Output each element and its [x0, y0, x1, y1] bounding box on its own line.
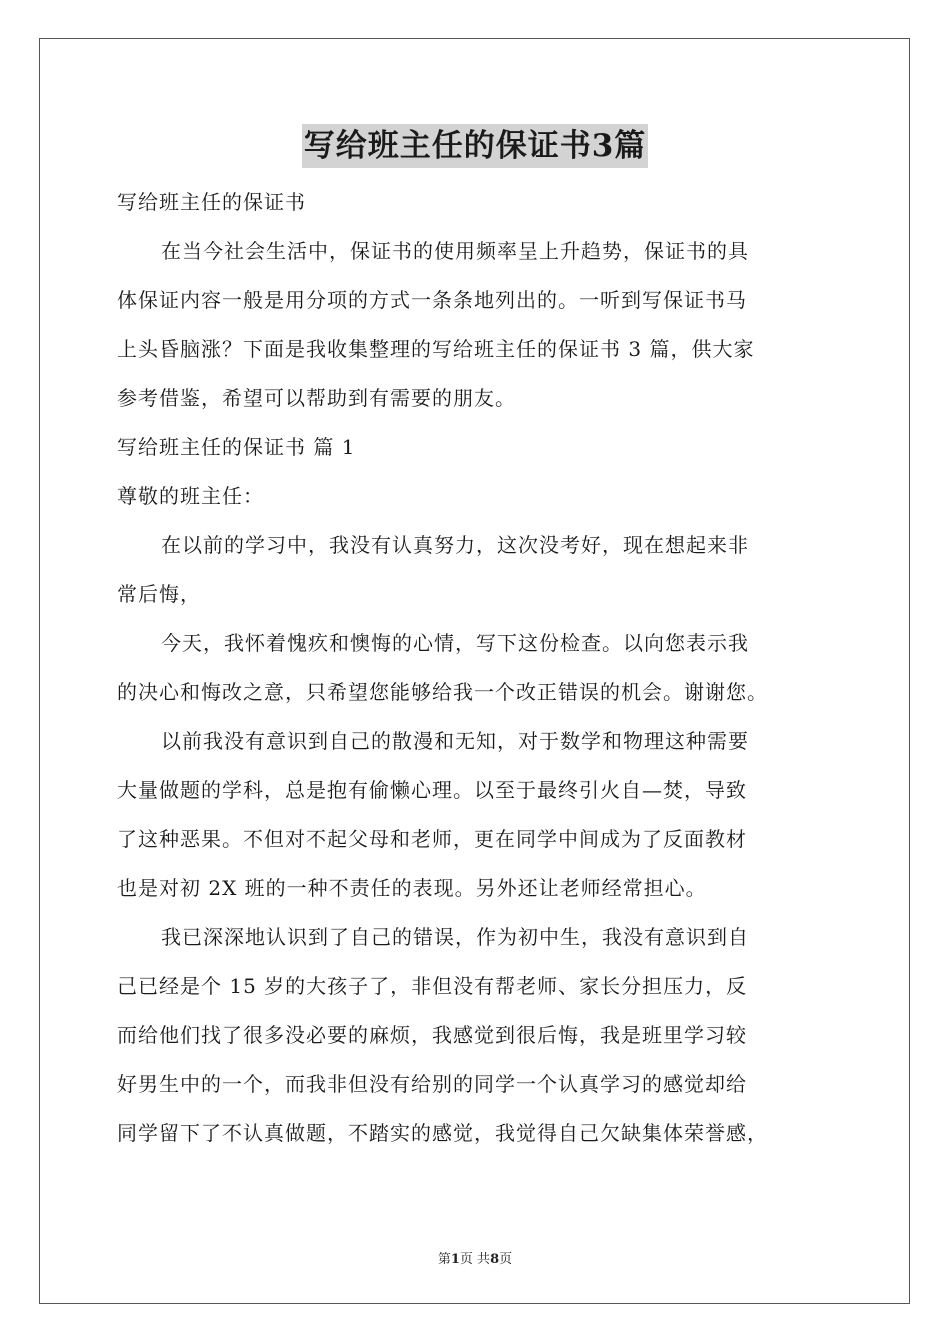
document-title: 写给班主任的保证书3篇 — [302, 124, 649, 168]
page-footer — [0, 1248, 950, 1267]
body-line: 大量做题的学科，总是抱有偷懒心理。以至于最终引火自—焚，导致 — [117, 778, 747, 802]
body-line: 今天，我怀着愧疚和懊悔的心情，写下这份检查。以向您表示我 — [161, 631, 749, 655]
body-line: 己已经是个 15 岁的大孩子了，非但没有帮老师、家长分担压力，反 — [117, 974, 748, 998]
body-line: 上头昏脑涨？下面是我收集整理的写给班主任的保证书 3 篇，供大家 — [117, 337, 755, 361]
footer-page-suffix: 页 — [499, 1252, 513, 1267]
footer-page-prefix: 第 — [437, 1252, 451, 1267]
body-line: 在以前的学习中，我没有认真努力，这次没考好，现在想起来非 — [161, 533, 749, 557]
body-line: 写给班主任的保证书 篇 1 — [117, 435, 356, 459]
body-line: 了这种恶果。不但对不起父母和老师，更在同学中间成为了反面教材 — [117, 827, 747, 851]
body-line: 常后悔， — [117, 582, 201, 606]
footer-page-total: 8 — [490, 1252, 500, 1267]
body-line: 写给班主任的保证书 — [117, 190, 306, 214]
footer-page-current: 1 — [450, 1252, 460, 1267]
body-line: 好男生中的一个，而我非但没有给别的同学一个认真学习的感觉却给 — [117, 1072, 747, 1096]
body-line: 体保证内容一般是用分项的方式一条条地列出的。一听到写保证书马 — [117, 288, 747, 312]
body-line: 同学留下了不认真做题，不踏实的感觉，我觉得自己欠缺集体荣誉感， — [117, 1121, 768, 1145]
title-area — [0, 124, 950, 168]
body-line: 以前我没有意识到自己的散漫和无知，对于数学和物理这种需要 — [161, 729, 749, 753]
body-line: 也是对初 2X 班的一种不责任的表现。另外还让老师经常担心。 — [117, 876, 707, 900]
footer-page-mid: 页 共 — [459, 1252, 491, 1267]
body-line: 的决心和悔改之意，只希望您能够给我一个改正错误的机会。谢谢您。 — [117, 680, 768, 704]
body-line: 而给他们找了很多没必要的麻烦，我感觉到很后悔，我是班里学习较 — [117, 1023, 747, 1047]
document-body — [117, 178, 857, 1158]
body-line: 在当今社会生活中，保证书的使用频率呈上升趋势，保证书的具 — [161, 239, 749, 263]
body-line: 尊敬的班主任： — [117, 484, 264, 508]
body-line: 我已深深地认识到了自己的错误，作为初中生，我没有意识到自 — [161, 925, 749, 949]
body-line: 参考借鉴，希望可以帮助到有需要的朋友。 — [117, 386, 516, 410]
